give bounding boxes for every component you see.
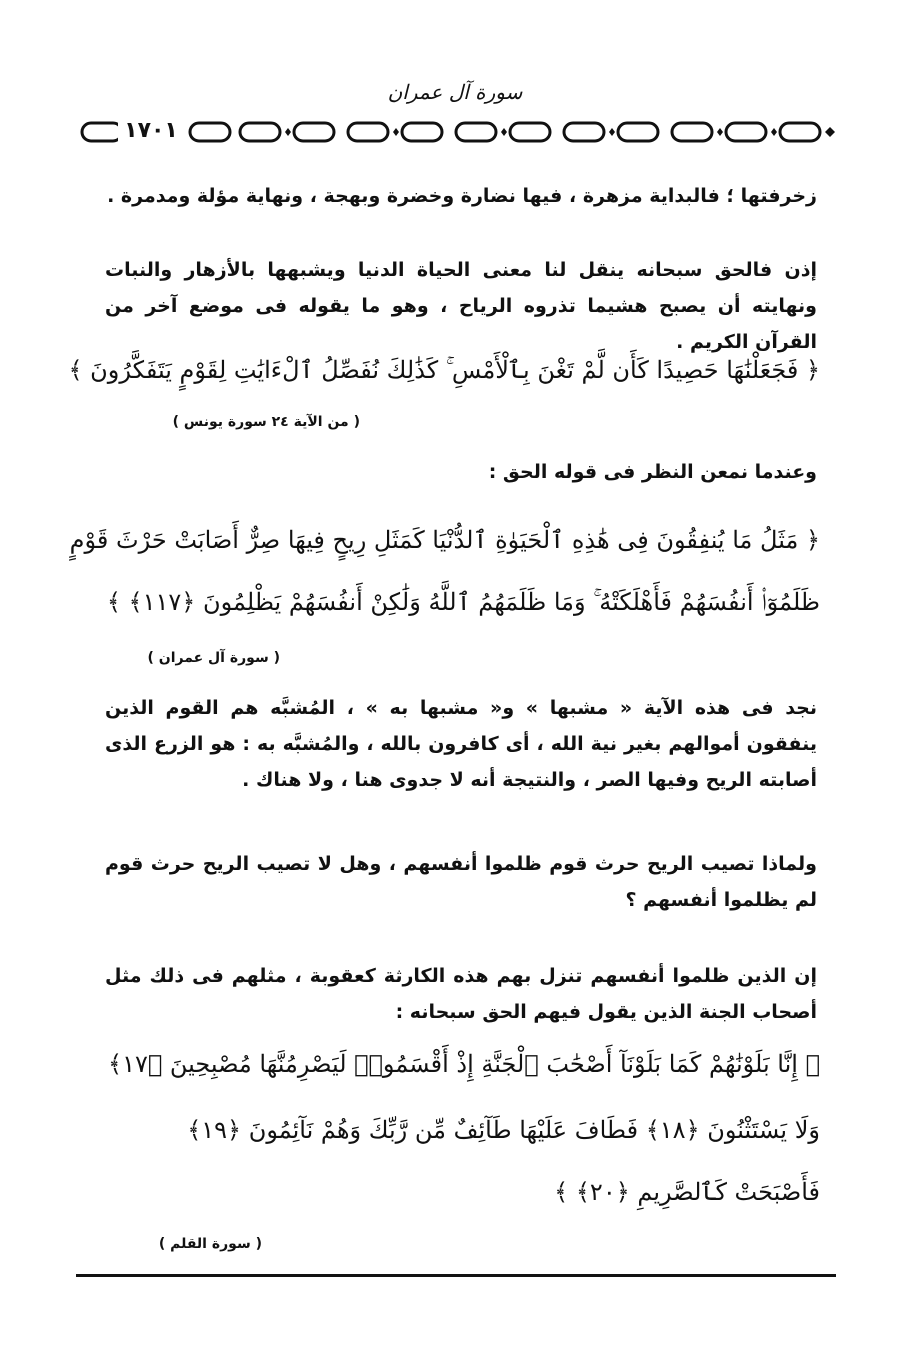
surah-title: سورة آل عمران	[387, 80, 523, 104]
ornament-chain-icon	[78, 118, 844, 148]
footer-rule	[76, 1274, 836, 1277]
quran-verse-3-line-2: وَلَا يَسْتَثْنُونَ ﴿١٨﴾ فَطَافَ عَلَيْهَا طَآئِفٌ مِّن رَّبِّكَ وَهُمْ نَآئِمُونَ ﴿١٩﴾	[187, 1116, 820, 1144]
paragraph-1: زخرفتها ؛ فالبداية مزهرة ، فيها نضارة وخضرة وبهجة ، ونهاية مؤلة ومدمرة .	[107, 185, 817, 207]
paragraph-5: ولماذا تصيب الريح حرث قوم ظلموا أنفسهم ، وهل لا تصيب الريح حرث قوم لم يظلموا أنفسهم ؟	[105, 853, 817, 911]
paragraph-3: وعندما نمعن النظر فى قوله الحق :	[488, 461, 817, 483]
page-number: ١٧٠١	[118, 116, 184, 146]
quran-verse-1: ﴿ فَجَعَلْنَٰهَا حَصِيدًا كَأَن لَّمْ تَغْنَ بِٱلْأَمْسِ ۚ كَذَٰلِكَ نُفَصِّلُ ٱلْءَايَٰتِ لِقَوْمٍ يَتَفَكَّرُونَ ﴾	[68, 356, 820, 384]
quran-verse-2-line-1: ﴿ مَثَلُ مَا يُنفِقُونَ فِى هَٰذِهِ ٱلْحَيَوٰةِ ٱلدُّنْيَا كَمَثَلِ رِيحٍ فِيهَا صِرٌّ أَصَابَتْ حَرْثَ قَوْمٍ	[69, 526, 820, 554]
verse-reference-3: ( سورة القلم )	[158, 1236, 262, 1252]
verse-reference-2: ( سورة آل عمران )	[147, 650, 280, 666]
quran-verse-2-line-2: ظَلَمُوٓا۟ أَنفُسَهُمْ فَأَهْلَكَتْهُ ۚ وَمَا ظَلَمَهُمُ ٱللَّهُ وَلَٰكِنْ أَنفُسَهُمْ يَظْلِمُونَ ﴿١١٧﴾ ﴾	[106, 588, 820, 616]
verse-reference-1: ( من الآية ٢٤ سورة يونس )	[172, 414, 360, 430]
decorative-header-band	[78, 118, 844, 148]
paragraph-4: نجد فى هذه الآية « مشبها » و« مشبها به » ، المُشبَّه هم القوم الذين ينفقون أموالهم بغير نية الله ، أى كافرون بالله ، والمُشبَّه به : هو الزرع الذى أصابته الريح وفيها الصر ، والنتيجة أنه لا جدوى هنا ، ولا هناك .	[105, 697, 817, 791]
quran-verse-3-line-3: فَأَصْبَحَتْ كَٱلصَّرِيمِ ﴿٢٠﴾ ﴾	[554, 1178, 820, 1206]
paragraph-6: إن الذين ظلموا أنفسهم تنزل بهم هذه الكارثة كعقوبة ، مثلهم فى ذلك مثل أصحاب الجنة الذين يقول فيهم الحق سبحانه :	[105, 965, 817, 1023]
paragraph-2: إذن فالحق سبحانه ينقل لنا معنى الحياة الدنيا ويشبهها بالأزهار والنبات ونهايته أن يصبح هشيما تذروه الرياح ، وهو ما يقوله فى موضع آخر من القرآن الكريم .	[105, 259, 817, 353]
quran-verse-3-line-1: ﴿ إِنَّا بَلَوْنَٰهُمْ كَمَا بَلَوْنَآ أَصْحَٰبَ ٱلْجَنَّةِ إِذْ أَقْسَمُوا۟ لَيَصْرِمُنَّهَا مُصْبِحِينَ ﴿١٧﴾	[108, 1050, 820, 1078]
